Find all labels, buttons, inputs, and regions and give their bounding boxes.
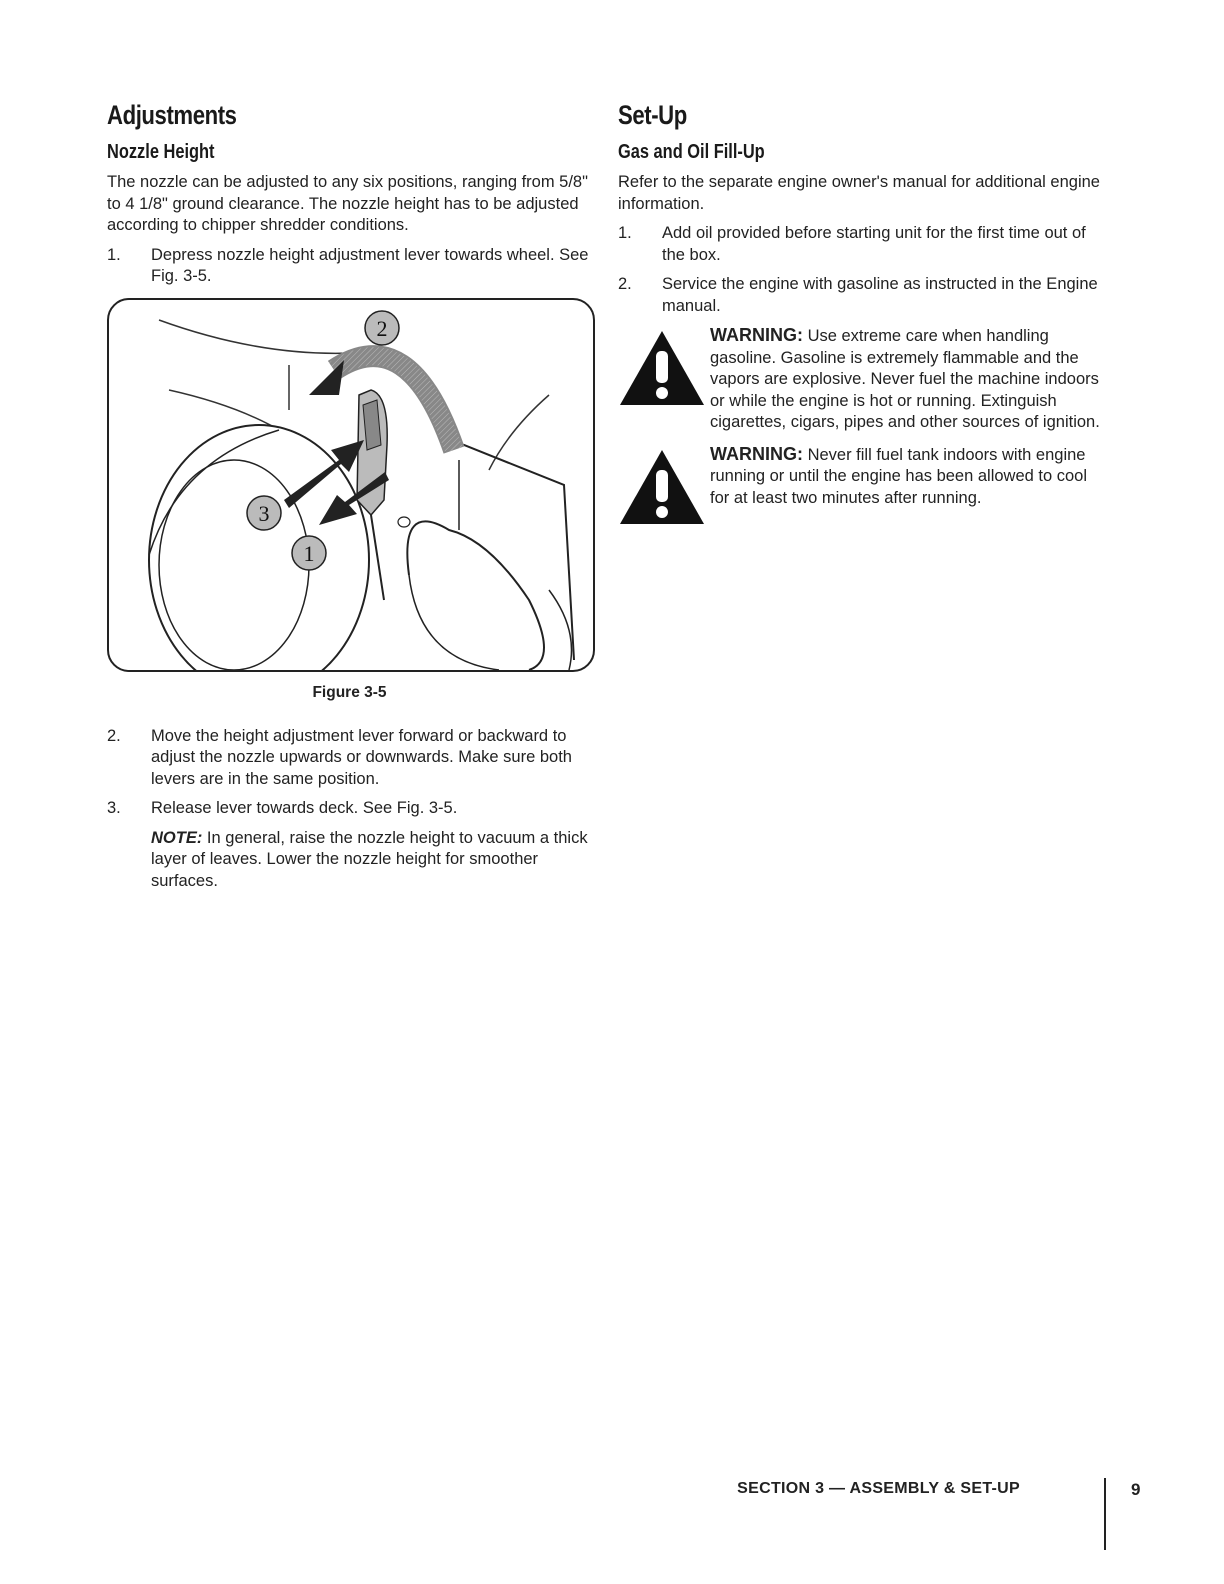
left-column <box>107 100 592 892</box>
footer-divider <box>1104 1478 1106 1550</box>
footer-section-title: SECTION 3 — ASSEMBLY & SET-UP <box>737 1480 1020 1497</box>
adjustments-heading: Adjustments <box>107 100 237 130</box>
warning-block <box>618 325 1110 434</box>
list-text: Release lever towards deck. See Fig. 3-5. <box>151 799 458 817</box>
list-number: 3. <box>107 799 121 817</box>
list-item <box>618 223 1110 266</box>
callout-3 <box>247 496 281 530</box>
note-text: In general, raise the nozzle height to vacuum a thick layer of leaves. Lower the nozzle height for smoother surfaces. <box>151 828 588 890</box>
gas-oil-subheading: Gas and Oil Fill-Up <box>618 141 765 163</box>
right-column <box>618 100 1110 541</box>
list-item <box>618 274 1110 317</box>
note-block <box>151 828 592 893</box>
page-footer <box>737 1478 1141 1518</box>
callout-2-label: 2 <box>376 315 388 341</box>
page-number: 9 <box>1131 1480 1141 1499</box>
list-item <box>107 726 592 791</box>
list-number: 1. <box>618 224 632 242</box>
list-text: Service the engine with gasoline as instructed in the Engine manual. <box>662 275 1098 315</box>
setup-intro-paragraph: Refer to the separate engine owner's manual for additional engine information. <box>618 173 1100 213</box>
nozzle-intro-paragraph: The nozzle can be adjusted to any six positions, ranging from 5/8" to 4 1/8" ground clearance. The nozzle height has to be adjusted according to chipper shredder conditions. <box>107 173 588 234</box>
warning-triangle-icon <box>618 444 710 531</box>
callout-2 <box>365 311 399 345</box>
warning-body: Use extreme care when handling gasoline. Gasoline is extremely flammable and the vapors are explosive. Never fuel the machine indoors or while the engine is hot or running. Extinguish cigarettes, cigars, pipes and other sources of ignition. <box>710 327 1100 431</box>
list-item <box>107 798 592 820</box>
note-label: NOTE: <box>151 828 203 847</box>
figure-3-5-illustration <box>107 298 595 672</box>
warning-triangle-icon <box>618 325 710 434</box>
warning-label: WARNING: <box>710 443 803 464</box>
list-number: 2. <box>618 275 632 293</box>
warning-text <box>710 325 1110 434</box>
list-text: Depress nozzle height adjustment lever towards wheel. See Fig. 3-5. <box>151 245 589 285</box>
warning-text <box>710 444 1110 531</box>
warning-body: Never fill fuel tank indoors with engine running or until the engine has been allowed to cool for at least two minutes after running. <box>710 445 1088 507</box>
nozzle-height-subheading: Nozzle Height <box>107 141 215 163</box>
warning-block <box>618 444 1110 531</box>
list-number: 2. <box>107 726 121 745</box>
list-text: Add oil provided before starting unit for the first time out of the box. <box>662 224 1086 264</box>
list-number: 1. <box>107 245 121 264</box>
list-text: Move the height adjustment lever forward or backward to adjust the nozzle upwards or downwards. Make sure both levers are in the same position. <box>151 726 572 788</box>
list-item <box>107 245 592 288</box>
figure-caption: Figure 3-5 <box>312 683 387 701</box>
warning-label: WARNING: <box>710 325 803 345</box>
set-up-heading: Set-Up <box>618 100 687 130</box>
callout-3-label: 3 <box>258 500 270 526</box>
callout-1 <box>292 536 326 570</box>
callout-1-label: 1 <box>303 540 315 566</box>
nozzle-lever-drawing <box>109 300 593 670</box>
